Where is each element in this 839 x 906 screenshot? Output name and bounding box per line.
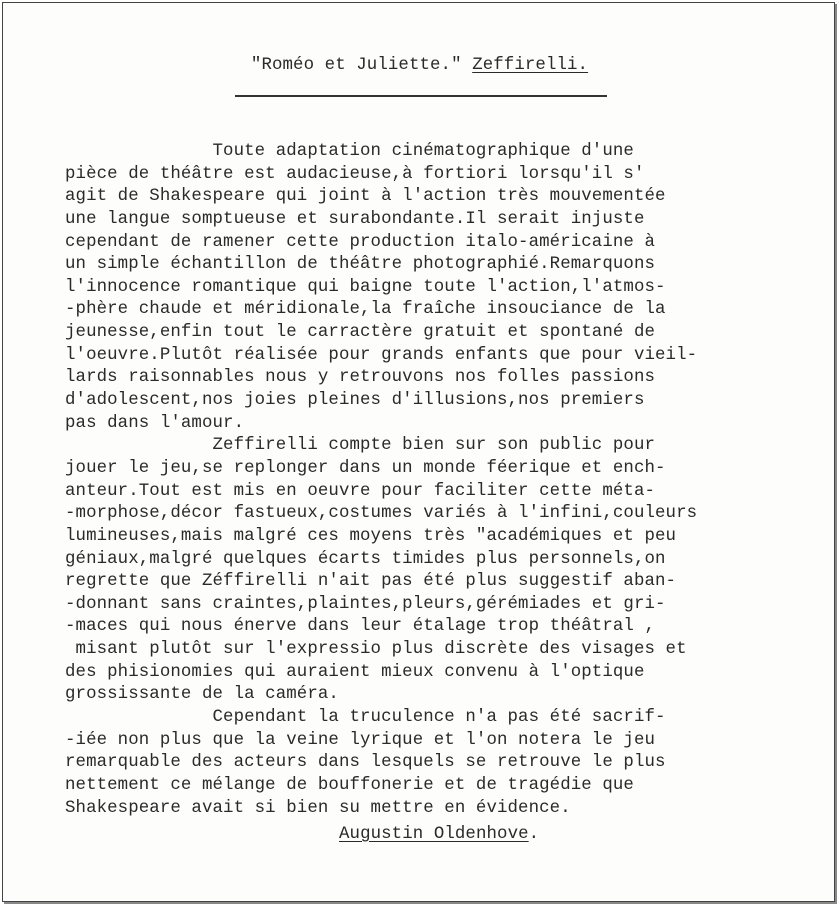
title-director: Zeffirelli.	[472, 56, 589, 75]
signature	[339, 825, 539, 844]
text-line: Shakespeare avait si bien su mettre en évidence.	[65, 798, 571, 818]
text-line: grossissante de la caméra.	[65, 685, 339, 705]
text-line: misant plutôt sur l'expressio plus discrète des visages et	[65, 640, 687, 660]
text-line: regrette que Zéffirelli n'ait pas été plus suggestif aban-	[65, 572, 677, 592]
text-line: jouer le jeu,se replonger dans un monde féerique et ench-	[65, 458, 666, 478]
title-divider	[235, 95, 607, 97]
text-line: géniaux,malgré quelques écarts timides plus personnels,on	[65, 549, 666, 569]
signature-period: .	[528, 825, 540, 844]
text-line: pièce de théâtre est audacieuse,à fortiori lorsqu'il s'	[65, 164, 645, 184]
text-line: Cependant la truculence n'a pas été sacrif-	[65, 708, 666, 728]
text-line: -maces qui nous énerve dans leur étalage trop théâtral ,	[65, 617, 656, 637]
text-line: une langue somptueuse et surabondante.Il serait injuste	[65, 209, 645, 229]
text-line: des phisionomies qui auraient mieux convenu à l'optique	[65, 662, 645, 682]
text-line: -iée non plus que la veine lyrique et l'on notera le jeu	[65, 730, 656, 750]
page-title	[3, 56, 836, 75]
text-line: -morphose,décor fastueux,costumes variés à l'infini,couleurs	[65, 504, 698, 524]
text-line: Zeffirelli compte bien sur son public pour	[65, 436, 656, 456]
signature-name: Augustin Oldenhove	[339, 825, 529, 844]
text-line: remarquable des acteurs dans lesquels se retrouve le plus	[65, 753, 666, 773]
body-text	[65, 141, 825, 820]
text-line: un simple échantillon de théâtre photographié.Remarquons	[65, 255, 656, 275]
text-line: jeunesse,enfin tout le carractère gratuit et spontané de	[65, 323, 656, 343]
title-film: "Roméo et Juliette."	[250, 56, 462, 75]
text-line: -donnant sans craintes,plaintes,pleurs,gérémiades et gri-	[65, 594, 666, 614]
typed-page	[2, 2, 835, 902]
text-line: pas dans l'amour.	[65, 413, 245, 433]
text-line: cependant de ramener cette production italo-américaine à	[65, 232, 656, 252]
text-line: agit de Shakespeare qui joint à l'action très mouvementée	[65, 187, 666, 207]
text-line: nettement ce mélange de bouffonerie et de tragédie que	[65, 775, 634, 795]
text-line: Toute adaptation cinématographique d'une	[65, 142, 634, 161]
text-line: -phère chaude et méridionale,la fraîche insouciance de la	[65, 300, 666, 320]
text-line: l'oeuvre.Plutôt réalisée pour grands enfants que pour vieil-	[65, 345, 698, 365]
text-line: anteur.Tout est mis en oeuvre pour faciliter cette méta-	[65, 481, 656, 501]
text-line: lumineuses,mais malgré ces moyens très "académiques et peu	[65, 526, 677, 546]
text-line: l'innocence romantique qui baigne toute l'action,l'atmos-	[65, 277, 666, 297]
text-line: d'adolescent,nos joies pleines d'illusions,nos premiers	[65, 391, 645, 411]
text-line: lards raisonnables nous y retrouvons nos folles passions	[65, 368, 656, 388]
